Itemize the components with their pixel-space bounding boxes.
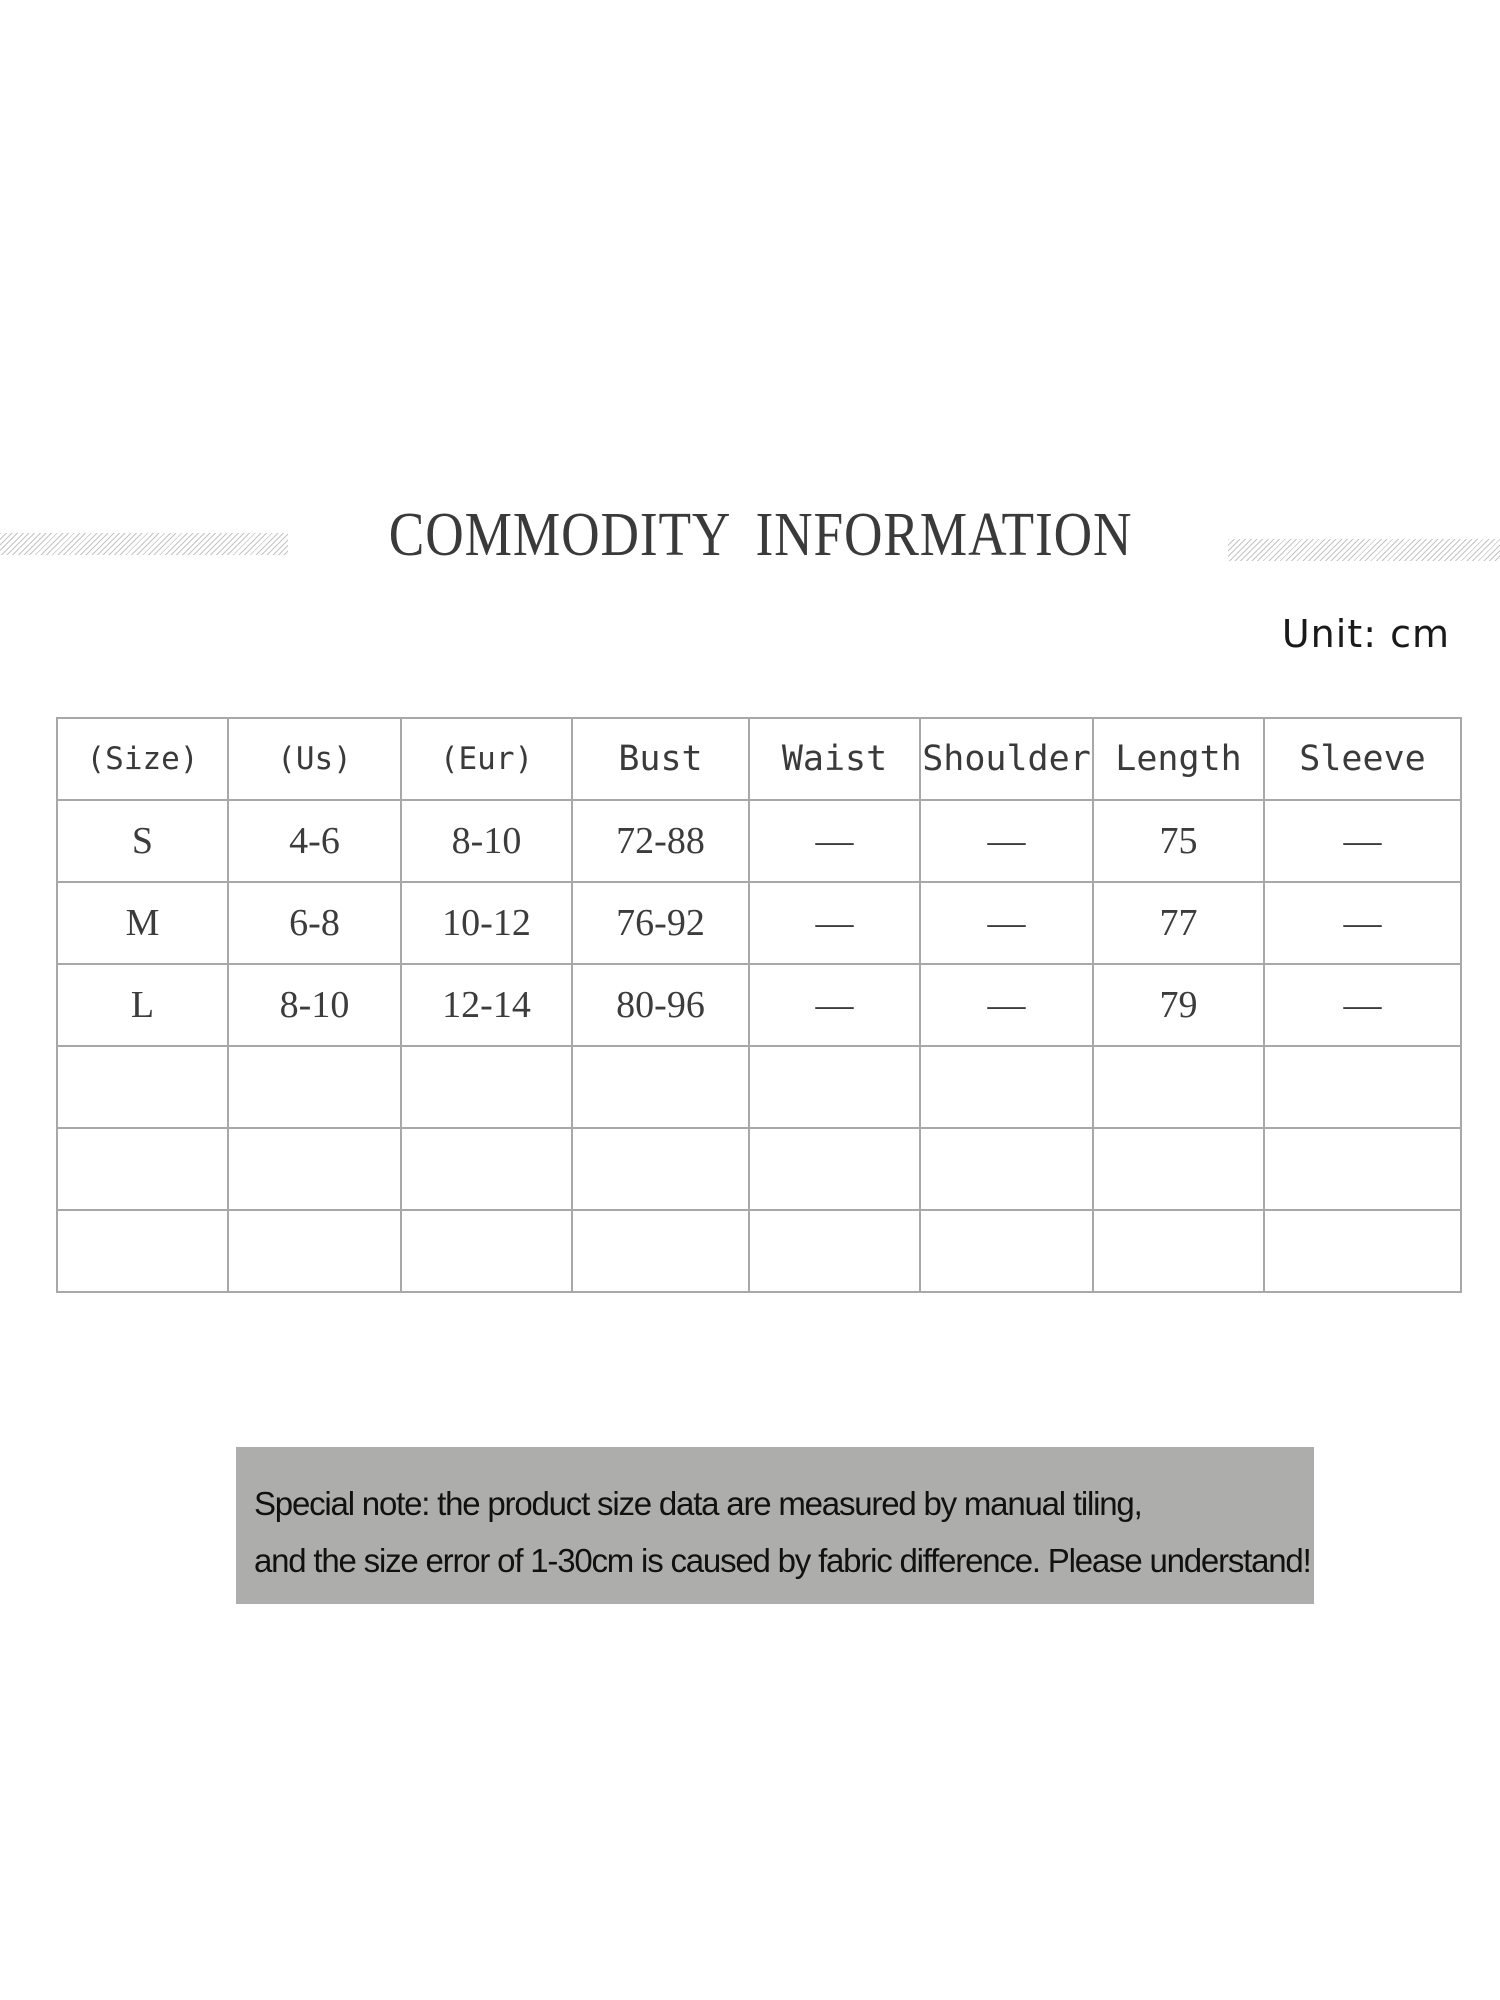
table-cell: [1093, 1210, 1264, 1292]
special-note-box: [236, 1447, 1314, 1604]
table-row-empty: [57, 1210, 1461, 1292]
table-cell: S: [57, 800, 228, 882]
table-cell: [572, 1210, 749, 1292]
table-cell: 75: [1093, 800, 1264, 882]
table-cell: [920, 1210, 1093, 1292]
table-cell: M: [57, 882, 228, 964]
table-cell: [1264, 1210, 1461, 1292]
header-cell-length: Length: [1093, 718, 1264, 800]
table-cell: —: [749, 800, 920, 882]
table-header-row: [57, 718, 1461, 800]
header-cell-waist: Waist: [749, 718, 920, 800]
table-row: [57, 964, 1461, 1046]
table-cell: [920, 1128, 1093, 1210]
table-cell: 76-92: [572, 882, 749, 964]
decorative-stripe-left: [0, 533, 288, 555]
table-cell: —: [920, 882, 1093, 964]
header-cell-bust: Bust: [572, 718, 749, 800]
table-cell: —: [749, 964, 920, 1046]
table-cell: [572, 1046, 749, 1128]
table-cell: [1264, 1128, 1461, 1210]
table-cell: 4-6: [228, 800, 401, 882]
table-cell: 10-12: [401, 882, 572, 964]
table-cell: —: [920, 964, 1093, 1046]
table-cell: [1093, 1046, 1264, 1128]
header-cell-shoulder: Shoulder: [920, 718, 1093, 800]
table-cell: 8-10: [401, 800, 572, 882]
table-cell: —: [1264, 800, 1461, 882]
table-cell: L: [57, 964, 228, 1046]
table-cell: [57, 1210, 228, 1292]
table-cell: [401, 1046, 572, 1128]
unit-label: Unit: cm: [1281, 612, 1450, 656]
table-cell: 79: [1093, 964, 1264, 1046]
table-cell: 72-88: [572, 800, 749, 882]
table-cell: —: [920, 800, 1093, 882]
table-cell: [401, 1210, 572, 1292]
decorative-stripe-right: [1228, 539, 1500, 561]
header-cell-size: (Size): [57, 718, 228, 800]
page-title: COMMODITY INFORMATION: [388, 501, 1133, 569]
table-cell: [749, 1210, 920, 1292]
table-cell: [749, 1046, 920, 1128]
table-cell: 80-96: [572, 964, 749, 1046]
table-cell: [749, 1128, 920, 1210]
table-cell: —: [1264, 882, 1461, 964]
header-cell-sleeve: Sleeve: [1264, 718, 1461, 800]
table-cell: [57, 1046, 228, 1128]
table-cell: [228, 1046, 401, 1128]
header-cell-us: (Us): [228, 718, 401, 800]
table-cell: [57, 1128, 228, 1210]
table-cell: —: [749, 882, 920, 964]
table-cell: [401, 1128, 572, 1210]
header-cell-eur: (Eur): [401, 718, 572, 800]
special-note-line-1: Special note: the product size data are measured by manual tiling,: [254, 1485, 1142, 1522]
table-cell: —: [1264, 964, 1461, 1046]
table-cell: [1093, 1128, 1264, 1210]
table-row: [57, 882, 1461, 964]
table-row-empty: [57, 1128, 1461, 1210]
special-note-line-2: and the size error of 1-30cm is caused by fabric difference. Please understand!: [254, 1542, 1311, 1579]
size-table: [56, 717, 1462, 1293]
table-cell: 12-14: [401, 964, 572, 1046]
table-row: [57, 800, 1461, 882]
table-cell: [572, 1128, 749, 1210]
table-cell: 6-8: [228, 882, 401, 964]
table-cell: [1264, 1046, 1461, 1128]
table-cell: [228, 1128, 401, 1210]
table-row-empty: [57, 1046, 1461, 1128]
table-cell: [920, 1046, 1093, 1128]
table-cell: [228, 1210, 401, 1292]
table-cell: 8-10: [228, 964, 401, 1046]
table-cell: 77: [1093, 882, 1264, 964]
